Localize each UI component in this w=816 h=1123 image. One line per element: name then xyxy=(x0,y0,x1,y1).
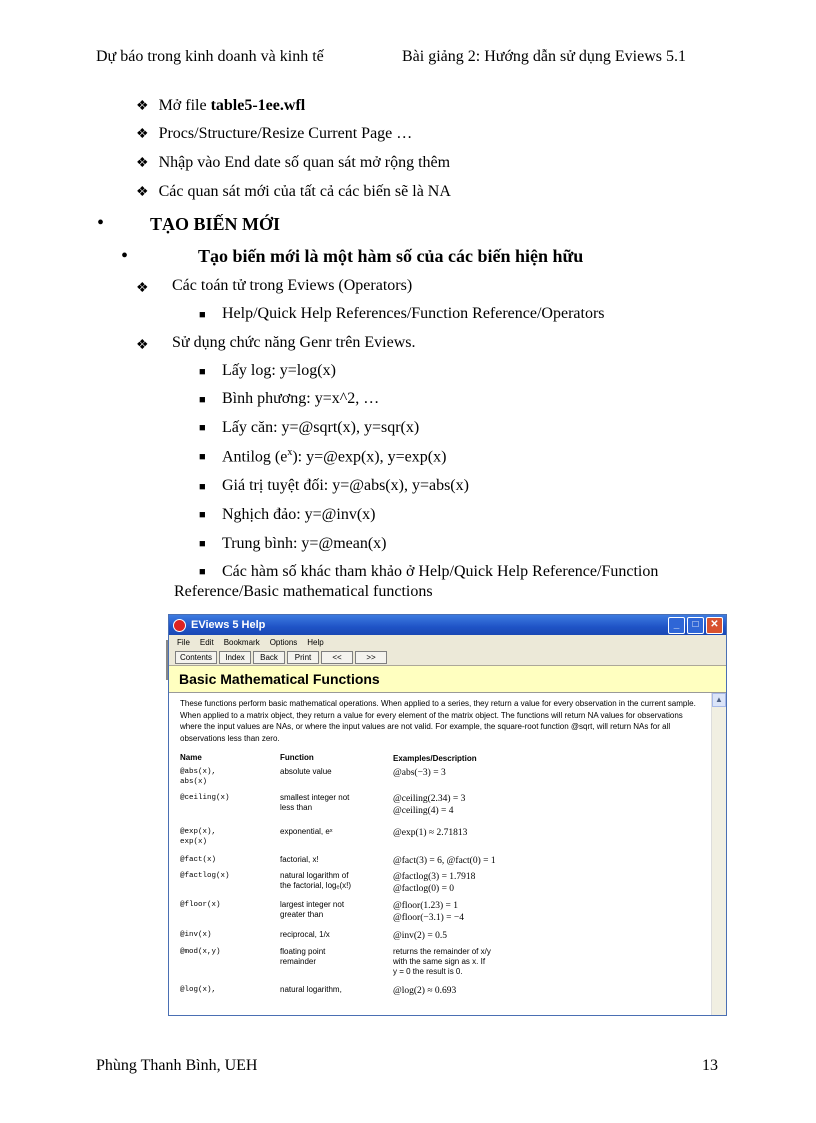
square-bullet-icon: ■ xyxy=(199,394,206,406)
genr-item: Trung bình: y=@mean(x) xyxy=(222,535,387,552)
list-item: ❖ Mở file table5-1ee.wfl xyxy=(136,97,306,114)
genr-other-line1: Các hàm số khác tham khảo ở Help/Quick Help Reference/Function xyxy=(222,563,659,580)
contents-button[interactable]: Contents xyxy=(175,651,217,664)
genr-item: Lấy căn: y=@sqrt(x), y=sqr(x) xyxy=(222,419,420,436)
topic-title: Basic Mathematical Functions xyxy=(169,666,726,693)
close-icon[interactable]: ✕ xyxy=(706,617,723,634)
file-name: table5-1ee.wfl xyxy=(210,97,306,114)
square-bullet-icon: ■ xyxy=(199,422,206,434)
help-content: These functions perform basic mathematical operations. When applied to a series, they return a value for every observation in the current sample. When applied to a matrix object, they return a value for every element of the matrix object. The functions will return NA values for observations where the input values are NAs, or where the input values are not valid. For example, the square-root function @sqrt, will return NAs for all observations less than zero. Name Function Examples/Description @abs(x), abs(x) absolute value @abs(−3) = 3 @ceiling(x) smallest integer not less than @ceiling(2.34) = 3 @ceiling(4) = 4 @exp(x), exp(x) exponential, eˣ @exp(1) ≈ 2.71813 @fact(x) factorial, x! @fact(3) = 6, @fact(0) = 1 @factlog(x) natural logarithm of the factorial, logₑ(x!) @factlog(3) = 1.7918 @factlog(0) = 0 @floor(x) largest integer not greater than @floor(1.23) = 1 @floor(−3.1) = −4 @inv(x) reciprocal, 1/x @inv(2) = 0.5 @mod(x,y) floating point remainder returns the remainder of x/y with the same sign as x. If y = 0 the result is 0. @log(x), natural logarithm, @log(2) ≈ 0.693 ▲ xyxy=(169,693,726,1015)
button-bar xyxy=(169,649,726,666)
diamond-bullet-icon: ❖ xyxy=(136,156,149,171)
vertical-scrollbar[interactable] xyxy=(711,693,726,1015)
genr-item-antilog: Antilog $(e^x)$: y=@exp(x), y=exp(x) xyxy=(222,447,447,466)
list-item: ❖ Các quan sát mới của tất cả các biến sẽ là NA xyxy=(136,183,451,200)
diamond-bullet-icon: ❖ xyxy=(136,185,149,200)
operators-path: Help/Quick Help References/Function Reference/Operators xyxy=(222,305,605,322)
operators-label: Các toán tử trong Eviews (Operators) xyxy=(172,277,413,294)
index-button[interactable]: Index xyxy=(219,651,251,664)
menu-help[interactable]: Help xyxy=(307,637,324,647)
menu-edit[interactable]: Edit xyxy=(199,637,214,647)
diamond-bullet-icon: ❖ xyxy=(136,281,149,296)
menu-bookmark[interactable]: Bookmark xyxy=(223,637,260,647)
browse-forward-button[interactable]: >> xyxy=(355,651,387,664)
square-bullet-icon: ■ xyxy=(199,366,206,378)
genr-other-line2: Reference/Basic mathematical functions xyxy=(174,583,433,600)
scroll-up-icon[interactable]: ▲ xyxy=(712,693,726,707)
genr-item: Giá trị tuyệt đối: y=@abs(x), y=abs(x) xyxy=(222,477,469,494)
help-intro: These functions perform basic mathematical operations. When applied to a series, they return a value for every observation in the current sample. When applied to a matrix object, they return a value for every element of the matrix object. The functions will return NA values for observations where the input values are NAs, or where the input values are not valid. For example, the square-root function @sqrt, will return NAs for all observations less than zero. xyxy=(180,699,696,743)
header-right: Bài giảng 2: Hướng dẫn sử dụng Eviews 5.1 xyxy=(402,48,686,65)
list-item: ❖ Nhập vào End date số quan sát mở rộng thêm xyxy=(136,154,451,171)
window-titlebar[interactable] xyxy=(169,615,726,635)
print-button[interactable]: Print xyxy=(287,651,319,664)
menu-file[interactable]: File xyxy=(177,637,190,647)
bullet-dot-icon: • xyxy=(97,212,105,234)
square-bullet-icon: ■ xyxy=(199,509,206,521)
diamond-bullet-icon: ❖ xyxy=(136,127,149,142)
genr-item: Bình phương: y=x^2, … xyxy=(222,390,380,407)
menu-bar xyxy=(169,635,726,649)
footer-author: Phùng Thanh Bình, UEH xyxy=(96,1057,258,1074)
list-item: ❖ Procs/Structure/Resize Current Page … xyxy=(136,125,413,142)
window-title: EViews 5 Help xyxy=(191,619,266,631)
subsection-title: Tạo biến mới là một hàm số của các biến hiện hữu xyxy=(198,246,584,266)
eviews-help-window xyxy=(168,614,727,1016)
menu-options[interactable]: Options xyxy=(269,637,298,647)
browse-back-button[interactable]: << xyxy=(321,651,353,664)
minimize-icon[interactable]: _ xyxy=(668,617,685,634)
square-bullet-icon: ■ xyxy=(199,451,206,463)
square-bullet-icon: ■ xyxy=(199,309,206,321)
header-left: Dự báo trong kinh doanh và kinh tế xyxy=(96,48,324,65)
app-icon xyxy=(173,619,186,632)
square-bullet-icon: ■ xyxy=(199,538,206,550)
back-button[interactable]: Back xyxy=(253,651,285,664)
diamond-bullet-icon: ❖ xyxy=(136,99,149,114)
window-edge xyxy=(166,640,168,680)
genr-label: Sử dụng chức năng Genr trên Eviews. xyxy=(172,334,416,351)
bullet-dot-icon: • xyxy=(121,245,129,267)
maximize-icon[interactable]: □ xyxy=(687,617,704,634)
genr-item: Nghịch đảo: y=@inv(x) xyxy=(222,506,376,523)
section-title: TẠO BIẾN MỚI xyxy=(150,214,281,234)
square-bullet-icon: ■ xyxy=(199,481,206,493)
page-number: 13 xyxy=(702,1057,718,1074)
square-bullet-icon: ■ xyxy=(199,566,206,578)
diamond-bullet-icon: ❖ xyxy=(136,338,149,353)
genr-item: Lấy log: y=log(x) xyxy=(222,362,336,379)
